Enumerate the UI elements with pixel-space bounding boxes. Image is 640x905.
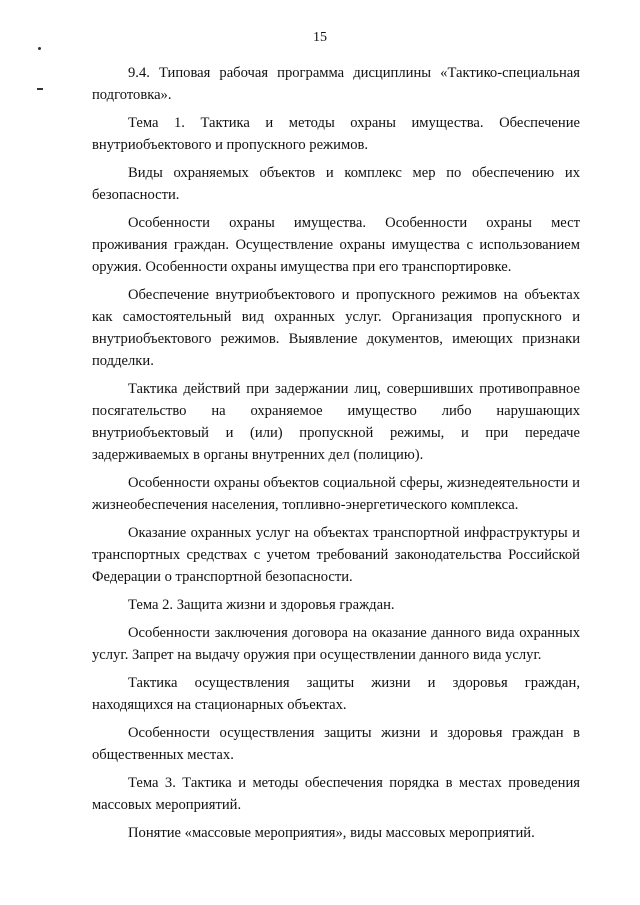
topic-3-title: Тема 3. Тактика и методы обеспечения порядка в местах проведения массовых мероприятий. <box>92 775 580 813</box>
section-heading: 9.4. Типовая рабочая программа дисциплины «Тактико-специальная подготовка». <box>92 65 580 103</box>
page-number: 15 <box>313 30 327 45</box>
paragraph: Оказание охранных услуг на объектах транспортной инфраструктуры и транспортных средствах с учетом требований законодательства Российской Федерации о транспортной безопасности. <box>92 525 580 585</box>
paragraph: Понятие «массовые мероприятия», виды массовых мероприятий. <box>128 825 535 841</box>
paragraph: Особенности заключения договора на оказание данного вида охранных услуг. Запрет на выдачу оружия при осуществлении данного вида услуг. <box>92 625 580 663</box>
paragraph: Особенности охраны имущества. Особенности охраны мест проживания граждан. Осуществление охраны имущества с использованием оружия. Особенности охраны имущества при его транспортировке. <box>92 215 580 275</box>
paragraph: Особенности осуществления защиты жизни и здоровья граждан в общественных местах. <box>92 725 580 763</box>
document-body <box>92 62 580 850</box>
paragraph: Обеспечение внутриобъектового и пропускного режимов на объектах как самостоятельный вид охранных услуг. Организация пропускного и внутриобъектового режимов. Выявление документов, имеющих признаки подделки. <box>92 287 580 369</box>
paragraph: Тактика осуществления защиты жизни и здоровья граждан, находящихся на стационарных объектах. <box>92 675 580 713</box>
paragraph: Тактика действий при задержании лиц, совершивших противоправное посягательство на охраняемое имущество либо нарушающих внутриобъектовый и (или) пропускной режимы, и при передаче задерживаемых в органы внутренних дел (полицию). <box>92 381 580 463</box>
topic-1-title: Тема 1. Тактика и методы охраны имущества. Обеспечение внутриобъектового и пропускного режимов. <box>92 115 580 153</box>
paragraph: Особенности охраны объектов социальной сферы, жизнедеятельности и жизнеобеспечения населения, топливно-энергетического комплекса. <box>92 475 580 513</box>
scan-mark-dash <box>37 88 43 90</box>
scan-mark-dot <box>38 47 41 50</box>
topic-2-title: Тема 2. Защита жизни и здоровья граждан. <box>128 597 395 613</box>
paragraph: Виды охраняемых объектов и комплекс мер по обеспечению их безопасности. <box>92 165 580 203</box>
